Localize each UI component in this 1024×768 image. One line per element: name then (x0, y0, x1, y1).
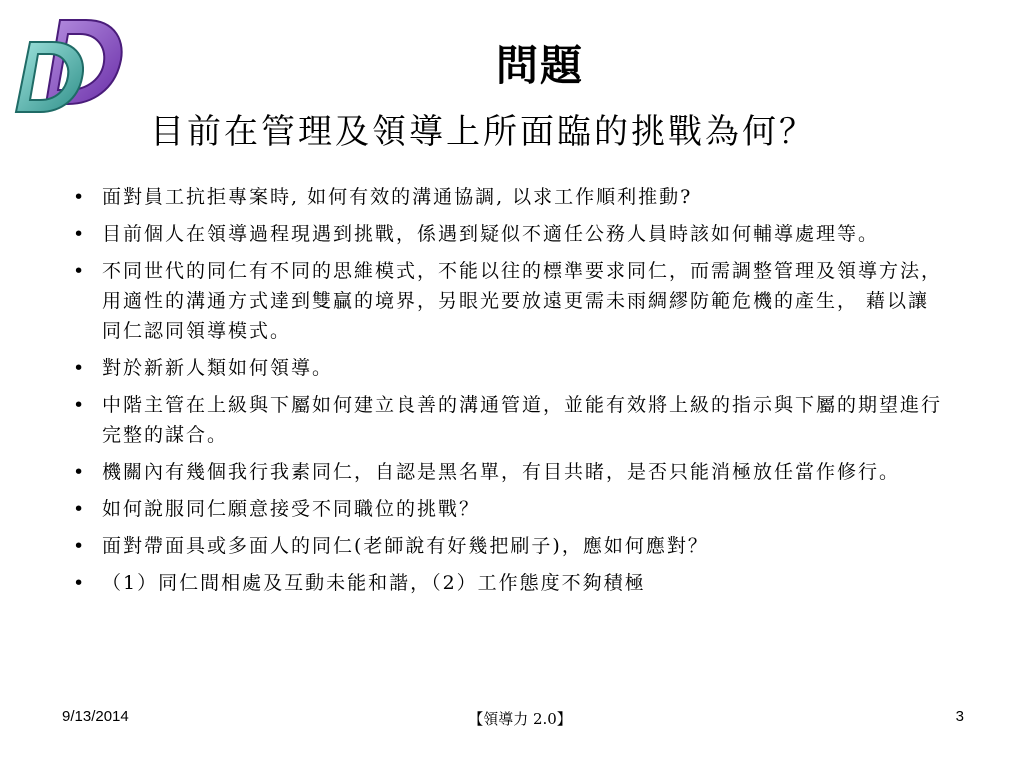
bullet-item (70, 390, 950, 450)
bullet-text: 如何說服同仁願意接受不同職位的挑戰？ (102, 498, 481, 520)
bullet-dot-icon: • (73, 357, 87, 379)
dd-logo-icon (8, 12, 126, 120)
bullet-text: 機關內有幾個我行我素同仁，自認是黑名單，有目共睹，是否只能消極放任當作修行。 (102, 461, 901, 483)
bullet-text: 目前個人在領導過程現遇到挑戰，係遇到疑似不適任公務人員時該如何輔導處理等。 (102, 223, 880, 245)
bullet-dot-icon: • (73, 223, 87, 245)
bullet-text: 中階主管在上級與下屬如何建立良善的溝通管道，並能有效將上級的指示與下屬的期望進行完整的謀合。 (102, 394, 943, 446)
bullet-item (70, 494, 950, 524)
footer-date: 9/13/2014 (62, 708, 129, 725)
slide-subtitle: 目前在管理及領導上所面臨的挑戰為何？ (150, 112, 816, 152)
bullet-dot-icon: • (73, 461, 87, 483)
bullet-list (70, 182, 950, 605)
bullet-item (70, 531, 950, 561)
bullet-item (70, 219, 950, 249)
bullet-item (70, 256, 950, 346)
bullet-text: 不同世代的同仁有不同的思維模式，不能以往的標準要求同仁，而需調整管理及領導方法，用適性的溝通方式達到雙贏的境界，另眼光要放遠更需未雨綢繆防範危機的產生， 藉以讓同仁認同領導模式。 (102, 260, 943, 342)
bullet-item (70, 353, 950, 383)
page-number: 3 (955, 708, 964, 725)
bullet-dot-icon: • (73, 498, 87, 520)
bullet-text: 面對員工抗拒專案時, 如何有效的溝通協調, 以求工作順利推動? (102, 186, 693, 208)
footer-title: 【領導力 2.0】 (468, 710, 572, 728)
bullet-dot-icon: • (73, 572, 87, 594)
slide-title: 問題 (495, 41, 584, 90)
bullet-dot-icon: • (73, 394, 87, 416)
bullet-dot-icon: • (73, 186, 87, 208)
bullet-dot-icon: • (73, 260, 87, 282)
bullet-item (70, 457, 950, 487)
bullet-text: 對於新新人類如何領導。 (102, 357, 334, 379)
bullet-item (70, 182, 950, 212)
bullet-text: 面對帶面具或多面人的同仁(老師說有好幾把刷子)，應如何應對？ (102, 535, 709, 557)
bullet-text: （1）同仁間相處及互動未能和諧，（2）工作態度不夠積極 (102, 572, 646, 594)
bullet-dot-icon: • (73, 535, 87, 557)
bullet-item (70, 568, 950, 598)
